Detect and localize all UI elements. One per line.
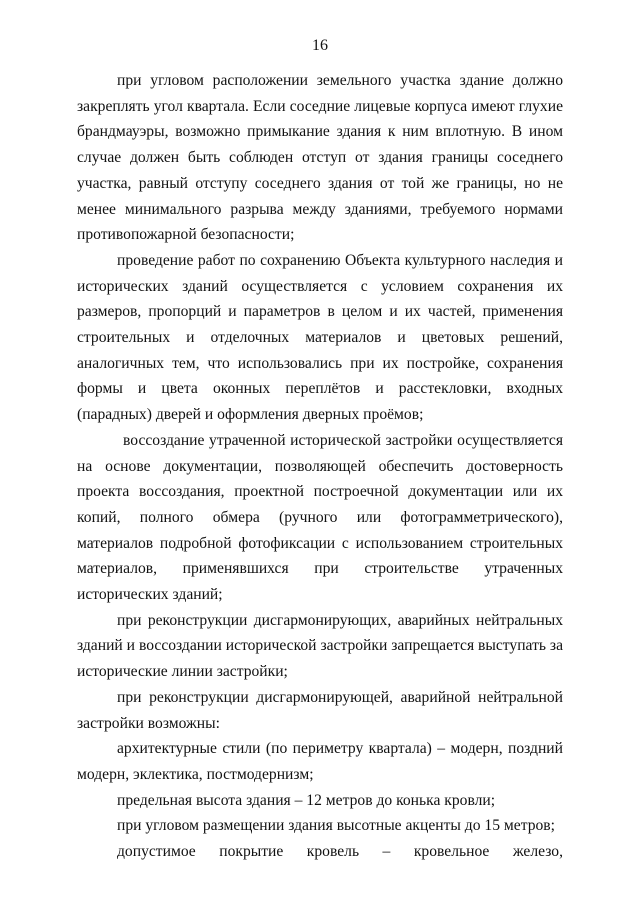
paragraph-max-height: предельная высота здания – 12 метров до конька кровли; bbox=[117, 791, 496, 809]
paragraph-building-lines: при реконструкции дисгармонирующих, аварийных нейтральных зданий и воссоздании исторической застройки запрещается выступать за исторические линии застройки; bbox=[77, 611, 563, 681]
paragraph-corner-accents: при угловом размещении здания высотные акценты до 15 метров; bbox=[117, 817, 556, 835]
page-number: 16 bbox=[312, 37, 328, 54]
paragraph-architectural-styles: архитектурные стили (по периметру квартала) – модерн, поздний модерн, эклектика, постмодернизм; bbox=[77, 740, 563, 783]
document-body bbox=[77, 68, 563, 865]
paragraph-heritage-preservation: проведение работ по сохранению Объекта культурного наследия и исторических зданий осуществляется с условием сохранения их размеров, пропорций и параметров в целом и их частей, применения строительных и отделочных материалов и цветовых решений, аналогичных тем, что использовались при их постройке, сохранения формы и цвета оконных переплётов и расстекловки, входных (парадных) дверей и оформления дверных проёмов; bbox=[77, 251, 563, 424]
paragraph-corner-plot: при угловом расположении земельного участка здание должно закреплять угол квартала. Если соседние лицевые корпуса имеют глухие брандмауэры, возможно примыкание здания к ним вплотную. В ином случае должен быть соблюден отступ от здания границы соседнего участка, равный отступу соседнего здания от той же границы, но не менее минимального разрыва между зданиями, требуемого нормами противопожарной безопасности; bbox=[77, 72, 563, 244]
paragraph-roofing: допустимое покрытие кровель – кровельное железо, bbox=[117, 843, 563, 861]
paragraph-reconstruction-lost-buildings: воссоздание утраченной исторической застройки осуществляется на основе документации, позволяющей обеспечить достоверность проекта воссоздания, проектной построечной документации или их копий, полного обмера (ручного или фотограмметрического), материалов подробной фотофиксации с использованием строительных материалов, применявшихся при строительстве утраченных исторических зданий; bbox=[77, 431, 563, 604]
paragraph-reconstruction-options: при реконструкции дисгармонирующей, аварийной нейтральной застройки возможны: bbox=[77, 688, 563, 732]
